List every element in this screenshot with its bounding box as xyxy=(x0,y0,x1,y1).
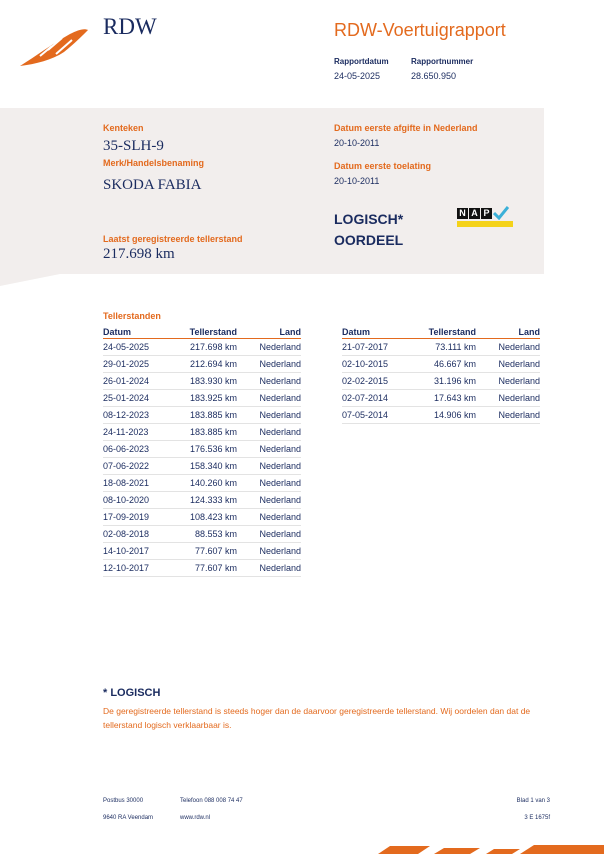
table-row xyxy=(103,475,301,492)
checkmark-icon xyxy=(493,206,509,220)
rapportnummer-label: Rapportnummer xyxy=(411,57,474,66)
tellerstanden-table-left xyxy=(103,325,301,577)
cell-datum: 25-01-2024 xyxy=(103,390,185,407)
cell-tellerstand: 217.698 km xyxy=(185,339,237,356)
cell-tellerstand: 77.607 km xyxy=(185,543,237,560)
cell-land: Nederland xyxy=(237,441,301,458)
col-land: Land xyxy=(237,325,301,339)
footer-blad: Blad 1 van 3 xyxy=(516,798,550,804)
cell-tellerstand: 31.196 km xyxy=(424,373,476,390)
table-row xyxy=(103,424,301,441)
cell-land: Nederland xyxy=(237,424,301,441)
cell-datum: 12-10-2017 xyxy=(103,560,185,577)
cell-land: Nederland xyxy=(476,407,540,424)
cell-tellerstand: 183.930 km xyxy=(185,373,237,390)
rapportdatum-value: 24-05-2025 xyxy=(334,71,381,81)
col-tellerstand: Tellerstand xyxy=(185,325,237,339)
cell-land: Nederland xyxy=(476,373,540,390)
footer-stripes-icon xyxy=(370,842,604,854)
table-row xyxy=(103,543,301,560)
table-row xyxy=(103,560,301,577)
footer-web[interactable]: www.rdw.nl xyxy=(180,815,211,821)
cell-tellerstand: 17.643 km xyxy=(424,390,476,407)
col-datum: Datum xyxy=(103,325,185,339)
oordeel xyxy=(334,209,403,251)
col-datum: Datum xyxy=(342,325,424,339)
table-row xyxy=(103,390,301,407)
table-row xyxy=(103,441,301,458)
cell-datum: 24-11-2023 xyxy=(103,424,185,441)
cell-tellerstand: 183.885 km xyxy=(185,424,237,441)
cell-land: Nederland xyxy=(237,339,301,356)
nap-logo-bar xyxy=(457,221,513,227)
cell-land: Nederland xyxy=(237,526,301,543)
cell-datum: 08-12-2023 xyxy=(103,407,185,424)
nap-letter-n: N xyxy=(457,208,468,219)
cell-tellerstand: 183.885 km xyxy=(185,407,237,424)
cell-tellerstand: 108.423 km xyxy=(185,509,237,526)
tellerstand-label: Laatst geregistreerde tellerstand xyxy=(103,234,243,244)
table-row xyxy=(342,339,540,356)
cell-tellerstand: 46.667 km xyxy=(424,356,476,373)
rapportnummer-value: 28.650.950 xyxy=(411,71,457,81)
cell-land: Nederland xyxy=(237,475,301,492)
cell-datum: 17-09-2019 xyxy=(103,509,185,526)
nap-letter-a: A xyxy=(469,208,480,219)
report-title: RDW-Voertuigrapport xyxy=(334,20,506,40)
cell-datum: 06-06-2023 xyxy=(103,441,185,458)
cell-tellerstand: 14.906 km xyxy=(424,407,476,424)
cell-tellerstand: 212.694 km xyxy=(185,356,237,373)
cell-land: Nederland xyxy=(476,339,540,356)
cell-land: Nederland xyxy=(237,509,301,526)
oordeel-line2: OORDEEL xyxy=(334,232,404,248)
cell-tellerstand: 140.260 km xyxy=(185,475,237,492)
cell-tellerstand: 124.333 km xyxy=(185,492,237,509)
cell-land: Nederland xyxy=(237,356,301,373)
cell-tellerstand: 88.553 km xyxy=(185,526,237,543)
cell-land: Nederland xyxy=(237,458,301,475)
table-row xyxy=(103,458,301,475)
table-row xyxy=(103,373,301,390)
toelating-value: 20-10-2011 xyxy=(334,176,380,186)
cell-land: Nederland xyxy=(476,356,540,373)
cell-land: Nederland xyxy=(237,390,301,407)
cell-tellerstand: 183.925 km xyxy=(185,390,237,407)
cell-tellerstand: 176.536 km xyxy=(185,441,237,458)
tellerstanden-title: Tellerstanden xyxy=(103,311,161,321)
cell-tellerstand: 73.111 km xyxy=(424,339,476,356)
table-row xyxy=(342,390,540,407)
tellerstanden-table-right xyxy=(342,325,540,424)
cell-datum: 21-07-2017 xyxy=(342,339,424,356)
tellerstand-value: 217.698 km xyxy=(103,246,175,262)
table-row xyxy=(103,339,301,356)
cell-datum: 02-07-2014 xyxy=(342,390,424,407)
col-land: Land xyxy=(476,325,540,339)
afgifte-label: Datum eerste afgifte in Nederland xyxy=(334,123,478,133)
merk-label: Merk/Handelsbenaming xyxy=(103,158,205,168)
footer-code: 3 E 1675f xyxy=(524,815,550,821)
cell-datum: 07-06-2022 xyxy=(103,458,185,475)
cell-datum: 26-01-2024 xyxy=(103,373,185,390)
band-corner xyxy=(0,274,60,286)
table-row xyxy=(103,492,301,509)
cell-land: Nederland xyxy=(237,373,301,390)
table-row xyxy=(103,509,301,526)
table-row xyxy=(103,407,301,424)
toelating-label: Datum eerste toelating xyxy=(334,161,432,171)
cell-land: Nederland xyxy=(237,407,301,424)
col-tellerstand: Tellerstand xyxy=(424,325,476,339)
cell-tellerstand: 77.607 km xyxy=(185,560,237,577)
brand-name: RDW xyxy=(103,14,157,39)
cell-datum: 02-08-2018 xyxy=(103,526,185,543)
kenteken-value: 35-SLH-9 xyxy=(103,138,164,154)
cell-land: Nederland xyxy=(476,390,540,407)
merk-value: SKODA FABIA xyxy=(103,177,202,193)
afgifte-value: 20-10-2011 xyxy=(334,138,380,148)
table-row xyxy=(342,407,540,424)
cell-datum: 02-10-2015 xyxy=(342,356,424,373)
cell-land: Nederland xyxy=(237,543,301,560)
table-row xyxy=(103,526,301,543)
footer-plaats: 9640 RA Veendam xyxy=(103,815,154,821)
rapportdatum-label: Rapportdatum xyxy=(334,57,389,66)
note-text: De geregistreerde tellerstand is steeds hoger dan de daarvoor geregistreerde tellerstand. Wij oordelen dan dat de tellerstand logisch verklaarbaar is. xyxy=(103,706,531,730)
kenteken-label: Kenteken xyxy=(103,123,144,133)
cell-datum: 18-08-2021 xyxy=(103,475,185,492)
cell-datum: 02-02-2015 xyxy=(342,373,424,390)
table-row xyxy=(342,373,540,390)
cell-tellerstand: 158.340 km xyxy=(185,458,237,475)
footer-postbus: Postbus 30000 xyxy=(103,798,144,804)
nap-letter-p: P xyxy=(481,208,492,219)
cell-datum: 24-05-2025 xyxy=(103,339,185,356)
rdw-logo-icon xyxy=(18,26,90,68)
cell-datum: 14-10-2017 xyxy=(103,543,185,560)
cell-datum: 08-10-2020 xyxy=(103,492,185,509)
note-title: * LOGISCH xyxy=(103,687,161,699)
cell-datum: 29-01-2025 xyxy=(103,356,185,373)
cell-land: Nederland xyxy=(237,560,301,577)
cell-land: Nederland xyxy=(237,492,301,509)
nap-logo xyxy=(457,206,513,227)
footer-telefoon: Telefoon 088 008 74 47 xyxy=(180,798,243,804)
table-row xyxy=(103,356,301,373)
cell-datum: 07-05-2014 xyxy=(342,407,424,424)
table-row xyxy=(342,356,540,373)
oordeel-line1: LOGISCH* xyxy=(334,211,404,227)
